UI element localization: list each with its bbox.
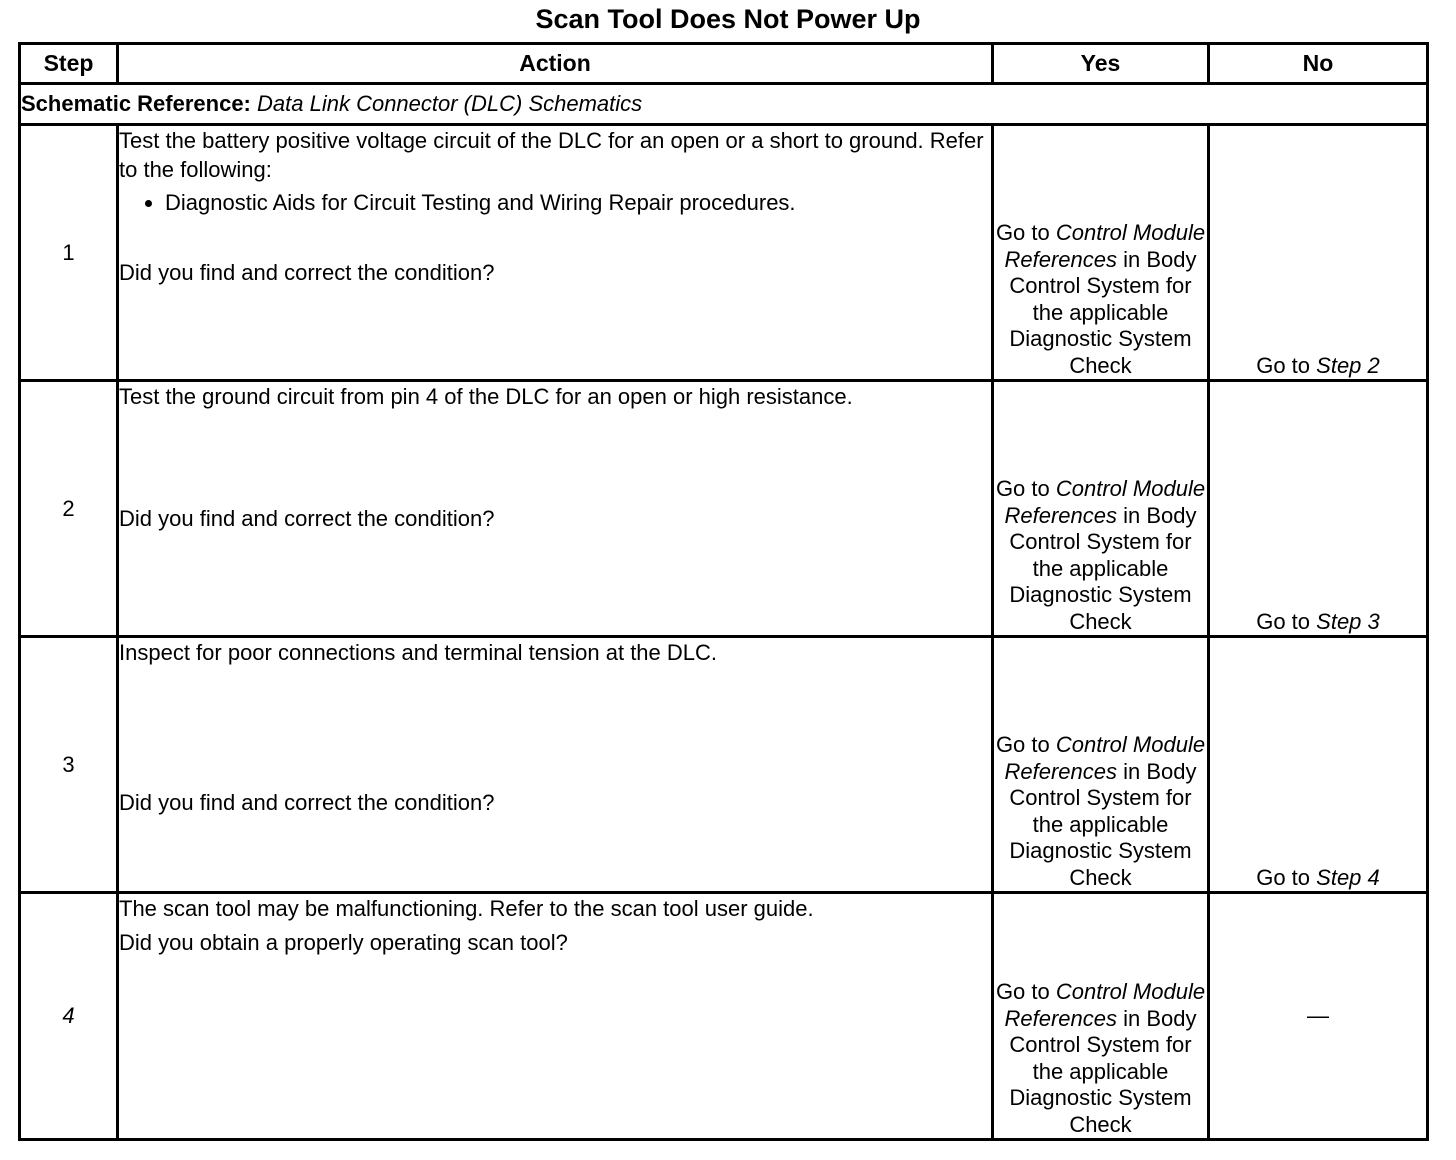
- yes-suffix: in Body Control System for the applicable Diagnostic System Check: [1009, 758, 1197, 890]
- action-question: Did you find and correct the condition?: [119, 506, 495, 531]
- header-row: [20, 44, 1428, 84]
- action-text: The scan tool may be malfunctioning. Refer to the scan tool user guide.: [119, 896, 814, 921]
- action-question: Did you find and correct the condition?: [119, 260, 495, 285]
- yes-link[interactable]: Control Module References: [1004, 220, 1206, 272]
- schematic-reference-label: Schematic Reference:: [21, 91, 251, 116]
- yes-result: [993, 381, 1209, 637]
- schematic-reference-link[interactable]: Data Link Connector (DLC) Schematics: [257, 91, 643, 116]
- schematic-reference-cell: [20, 84, 1428, 125]
- yes-suffix: in Body Control System for the applicable Diagnostic System Check: [1009, 246, 1197, 378]
- bullet-item: • Diagnostic Aids for Circuit Testing and Wiring Repair procedures.: [165, 188, 991, 217]
- action-text: Test the battery positive voltage circuit of the DLC for an open or a short to ground. Refer to the following:: [119, 128, 984, 182]
- yes-prefix: Go to: [995, 979, 1050, 1004]
- header-no: No: [1209, 44, 1428, 84]
- diagnostic-table: [18, 42, 1429, 1141]
- yes-result: [993, 637, 1209, 893]
- table-row: [20, 381, 1428, 637]
- action-text: Inspect for poor connections and terminal tension at the DLC.: [119, 640, 718, 665]
- no-prefix: Go to: [1256, 609, 1311, 634]
- no-result: [1209, 637, 1428, 893]
- header-yes: Yes: [993, 44, 1209, 84]
- header-step: Step: [20, 44, 118, 84]
- step-number: 3: [20, 637, 118, 893]
- yes-link[interactable]: Control Module References: [1004, 979, 1206, 1031]
- yes-prefix: Go to: [995, 476, 1050, 501]
- yes-result: [993, 893, 1209, 1140]
- no-step-link[interactable]: Step 4: [1316, 865, 1380, 890]
- yes-link[interactable]: Control Module References: [1004, 732, 1206, 784]
- no-prefix: Go to: [1256, 865, 1311, 890]
- page-title: Scan Tool Does Not Power Up: [535, 4, 921, 34]
- action-cell: [118, 381, 993, 637]
- table-row: [20, 893, 1428, 1140]
- action-question: Did you obtain a properly operating scan tool?: [119, 930, 568, 955]
- no-result: [1209, 125, 1428, 381]
- bullet-list: [119, 188, 991, 217]
- no-result: [1209, 381, 1428, 637]
- yes-prefix: Go to: [995, 732, 1050, 757]
- step-number: 2: [20, 381, 118, 637]
- table-row: [20, 637, 1428, 893]
- table-row: [20, 125, 1428, 381]
- no-step-link[interactable]: Step 3: [1316, 609, 1380, 634]
- action-cell: [118, 637, 993, 893]
- header-action: Action: [118, 44, 993, 84]
- yes-suffix: in Body Control System for the applicable Diagnostic System Check: [1009, 502, 1197, 634]
- yes-link[interactable]: Control Module References: [1004, 476, 1206, 528]
- no-result-dash: —: [1209, 893, 1428, 1140]
- yes-suffix: in Body Control System for the applicable Diagnostic System Check: [1009, 1005, 1197, 1137]
- yes-prefix: Go to: [995, 220, 1050, 245]
- schematic-reference-row: [20, 84, 1428, 125]
- action-cell: [118, 125, 993, 381]
- step-number: 4: [20, 893, 118, 1140]
- action-cell: [118, 893, 993, 1140]
- no-step-link[interactable]: Step 2: [1316, 353, 1380, 378]
- step-number: 1: [20, 125, 118, 381]
- action-text: Test the ground circuit from pin 4 of the DLC for an open or high resistance.: [119, 384, 853, 409]
- yes-result: [993, 125, 1209, 381]
- no-prefix: Go to: [1256, 353, 1311, 378]
- action-question: Did you find and correct the condition?: [119, 790, 495, 815]
